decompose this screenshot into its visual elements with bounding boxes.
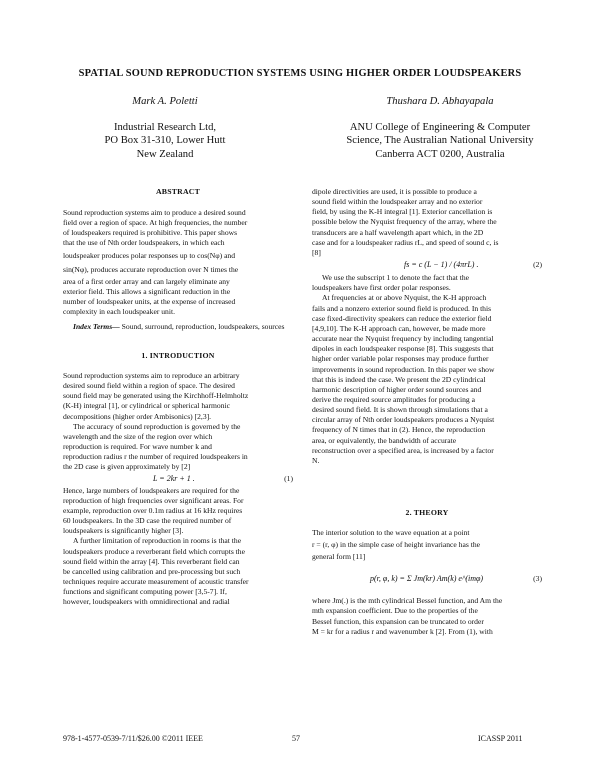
affiliation-2	[312, 121, 568, 161]
text-line: sound field within the array [4]. This reverberant field can	[63, 556, 240, 566]
abstract-line: of loudspeakers required is prohibitive. This paper shows	[63, 228, 238, 238]
abstract-line: complexity in each loudspeaker unit.	[63, 307, 175, 317]
text-line: that this is indeed the case. We present the 2D cylindrical	[312, 374, 486, 384]
text-line: frequency of N times that in (2). Hence, the reproduction	[312, 425, 486, 435]
footer-conference: ICASSP 2011	[478, 734, 523, 743]
text-line: dipole directivities are used, it is possible to produce a	[312, 187, 477, 196]
text-line: area, or equivalently, the bandwidth of accurate	[312, 435, 457, 445]
affiliation-2-line: ANU College of Engineering & Computer	[349, 122, 531, 133]
text-line: Sound reproduction systems aim to reproduce an arbitrary	[63, 371, 240, 380]
text-line: sound field may be generated using the Kirchhoff-Helmholtz	[63, 391, 249, 401]
text-line: At frequencies at or above Nyquist, the K-H approach	[322, 293, 487, 303]
text-line: dipoles in each loudspeaker response [8]. This suggests that	[312, 344, 494, 354]
theory-body	[312, 528, 542, 637]
text-line: transducers are a half wavelength apart which, in the 2D	[312, 227, 484, 237]
equation-2-expr: fs = c (L − 1) / (4πrL) .	[404, 260, 479, 270]
affiliation-1-line: PO Box 31-310, Lower Hutt	[104, 135, 226, 147]
affiliation-1-line: New Zealand	[136, 148, 194, 160]
text-line: be cancelled using calibration and pre-processing but such	[63, 566, 241, 576]
text-line: The accuracy of sound reproduction is governed by the	[73, 421, 241, 431]
affiliation-2-line: Science, The Australian National University	[346, 135, 534, 147]
text-line: Hence, large numbers of loudspeakers are required for the	[63, 485, 240, 495]
text-line: Bessel function, this expansion can be truncated to order	[312, 616, 484, 626]
affiliation-1-line: Industrial Research Ltd,	[113, 122, 217, 133]
index-terms-label: Index Terms—	[73, 322, 120, 331]
text-line: harmonic description of higher order sound sources and	[312, 384, 482, 394]
text-line: loudspeakers is significantly higher [3].	[63, 526, 184, 536]
abstract-body	[63, 208, 293, 317]
equation-3	[312, 562, 542, 596]
text-line: loudspeakers have first order polar responses.	[312, 283, 451, 293]
text-line: fails and a nonzero exterior sound field is produced. In this	[312, 303, 492, 313]
equation-1-expr: L = 2kr + 1 .	[153, 473, 195, 483]
text-line: higher order variable polar responses may produce further	[312, 354, 489, 364]
index-terms	[63, 322, 293, 332]
text-line: case and for a loudspeaker radius rL, and speed of sound c, is	[312, 237, 499, 247]
text-line: reproduction is required. For wave number k and	[63, 442, 212, 452]
text-line: r = (r, φ) in the simple case of height invariance has the	[312, 540, 480, 550]
text-line: We use the subscript 1 to denote the fact that the	[322, 273, 469, 283]
abstract-heading: ABSTRACT	[155, 187, 201, 196]
text-line: M = kr for a radius r and wavenumber k [2]. From (1), with	[312, 626, 493, 636]
equation-3-number: (3)	[533, 574, 542, 584]
text-line: loudspeakers produce a reverberant field which corrupts the	[63, 546, 245, 556]
intro-heading: 1. INTRODUCTION	[141, 351, 215, 360]
paper-title: SPATIAL SOUND REPRODUCTION SYSTEMS USING HIGHER ORDER LOUDSPEAKERS	[78, 68, 522, 79]
abstract-line: number of loudspeaker units, at the expense of increased	[63, 296, 236, 306]
text-line: techniques require accurate measurement of acoustic transfer	[63, 576, 249, 586]
author-name-2: Thushara D. Abhayapala	[386, 96, 494, 107]
text-line: however, loudspeakers with omnidirectional and radial	[63, 597, 230, 607]
text-line: desired sound field. It is shown through simulations that a	[312, 405, 488, 415]
equation-2	[312, 258, 542, 273]
text-line: the 2D case is given approximately by [2]	[63, 462, 191, 472]
text-line: field, by using the K-H integral [1]. Exterior cancellation is	[312, 207, 493, 217]
equation-2-number: (2)	[533, 260, 542, 270]
text-line: 60 loudspeakers. In the 3D case the required number of	[63, 516, 232, 526]
text-line: The interior solution to the wave equation at a point	[312, 528, 470, 537]
footer-copyright: 978-1-4577-0539-7/11/$26.00 ©2011 IEEE	[63, 734, 203, 743]
text-line: [8]	[312, 247, 321, 257]
abstract-line: exterior field. This allows a significant reduction in the	[63, 286, 231, 296]
author-name-1: Mark A. Poletti	[132, 96, 198, 107]
text-line: case fixed-directivity speakers can reduce the exterior field	[312, 313, 492, 323]
footer-page-number: 57	[292, 734, 300, 743]
equation-1	[63, 473, 293, 486]
text-line: reproduction radius r the number of required loudspeakers in	[63, 452, 248, 462]
index-terms-text: Sound, surround, reproduction, loudspeakers, sources	[121, 322, 285, 331]
abstract-line: sin(Nφ), produces accurate reproduction over N times the	[63, 264, 239, 274]
intro-body	[63, 371, 293, 607]
text-line: possible below the Nyquist frequency of the array, where the	[312, 217, 497, 227]
theory-heading: 2. THEORY	[405, 508, 449, 517]
text-line: sound field within the loudspeaker array and no exterior	[312, 197, 483, 207]
text-line: where Jm(.) is the mth cylindrical Bessel function, and Am the	[312, 596, 503, 606]
text-line: functions and significant computing power [3,5-7]. If,	[63, 587, 227, 597]
text-line: general form [11]	[312, 552, 366, 562]
text-line: circular array of Nth order loudspeakers produces a Nyquist	[312, 415, 495, 425]
text-line: accurate near the Nyquist frequency by including tangential	[312, 334, 494, 344]
text-line: wavelength and the size of the region over which	[63, 431, 213, 441]
abstract-line: field over a region of space. At high frequencies, the number	[63, 218, 248, 228]
text-line: mth expansion coefficient. Due to the properties of the	[312, 606, 478, 616]
abstract-line: that the use of Nth order loudspeakers, in which each	[63, 238, 225, 248]
text-line: reproduction of high frequencies over significant areas. For	[63, 495, 244, 505]
text-line: [4,9,10]. The K-H approach can, however, be made more	[312, 323, 486, 333]
abstract-line: area of a first order array and can largely eliminate any	[63, 276, 230, 286]
text-line: N.	[312, 455, 320, 465]
text-line: A further limitation of reproduction in rooms is that the	[73, 536, 242, 546]
equation-1-number: (1)	[284, 473, 293, 483]
text-line: (K-H) integral [1], or cylindrical or spherical harmonic	[63, 401, 230, 411]
affiliation-1	[60, 121, 270, 161]
text-line: decompositions (higher order Ambisonics) [2,3].	[63, 411, 212, 421]
text-line: reconstruction over a specified area, is increased by a factor	[312, 445, 494, 455]
right-column-body	[312, 187, 542, 466]
text-line: example, reproduction over 0.1m radius at 16 kHz requires	[63, 505, 243, 515]
equation-3-expr: p(r, φ, k) = Σ Jm(kr) Am(k) e^(imφ)	[370, 574, 484, 584]
abstract-line: loudspeaker produces polar responses up to cos(Nφ) and	[63, 250, 236, 260]
abstract-line: Sound reproduction systems aim to produce a desired sound	[63, 208, 246, 217]
affiliation-2-line: Canberra ACT 0200, Australia	[375, 148, 505, 160]
text-line: desired sound field within a region of space. The desired	[63, 381, 235, 391]
text-line: derive the required source amplitudes for producing a	[312, 394, 475, 404]
text-line: improvements in sound reproduction. In this paper we show	[312, 364, 495, 374]
